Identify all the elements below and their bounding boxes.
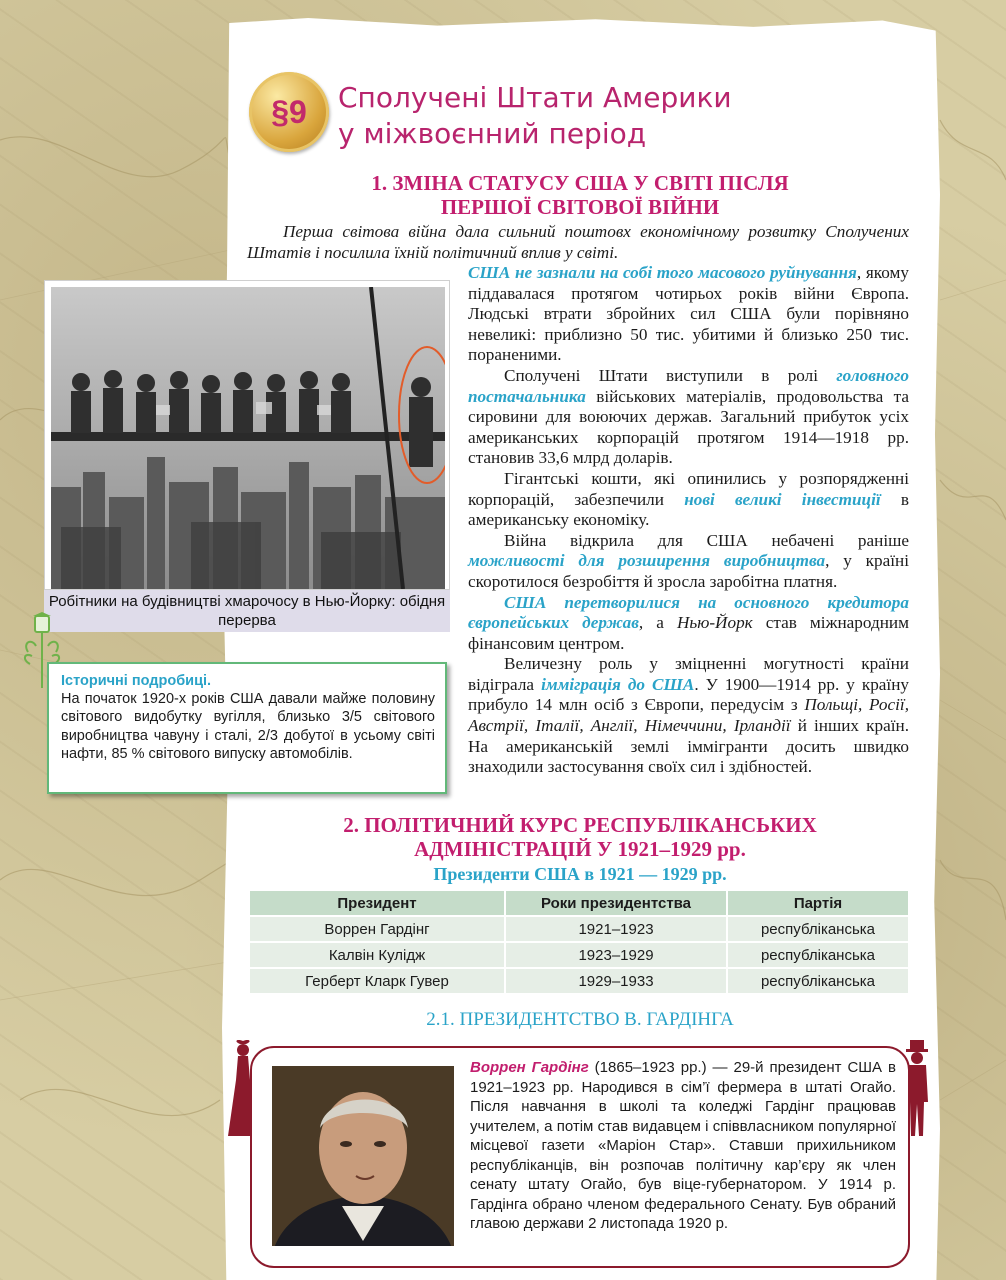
p2-text-b: військових матеріалів, продовольства та сировини для воюючих держав. Загальний прибуток усіх американських корпорацій протягом 1914—1918 рр. становив 33,6 млрд доларів. xyxy=(468,386,909,468)
table-title: Президенти США в 1921 — 1929 рр. xyxy=(433,864,727,884)
p5-highlight: США перетворилися на основного кредитора європейських держав xyxy=(468,592,909,633)
p6-italic: Польщі, Росії, Австрії, Італії, Англії, Німеччини, Ірландії xyxy=(468,695,910,736)
cell-president: Калвін Кулідж xyxy=(249,942,505,968)
cell-president: Герберт Кларк Гувер xyxy=(249,968,505,994)
section1-intro xyxy=(247,222,909,263)
p2-highlight: головного постачальника xyxy=(468,365,909,406)
biography-text xyxy=(470,1058,896,1234)
info-box-text: На початок 1920-х років США давали майже половину світового видобутку вугілля, близько 3/5 світового виробництва чавуну і сталі, 2/3 добутої в усьому світі нафти, 85 % світового випуску автомобілів. xyxy=(61,691,435,762)
section2-heading-line1: 2. ПОЛІТИЧНИЙ КУРС РЕСПУБЛІКАНСЬКИХ xyxy=(343,813,817,837)
intro-text: Перша світова війна дала сильний поштовх економічному розвитку Сполучених Штатів і посилила їхній політичний вплив у світі. xyxy=(247,222,909,262)
header-president: Президент xyxy=(249,890,505,916)
presidents-table xyxy=(248,889,910,995)
photo-frame xyxy=(44,280,450,590)
chapter-title xyxy=(338,80,758,152)
skyscraper-workers-photo xyxy=(51,287,445,589)
section2-heading xyxy=(300,813,860,861)
paragraph-number: §9 xyxy=(271,93,307,130)
p4-highlight: можливості для розширення виробництва xyxy=(468,551,826,571)
p4-text-b: , у країні скоротилося безробіття й зросла заробітна платня. xyxy=(468,551,909,591)
p3-highlight: нові великі інвестиції xyxy=(684,489,881,509)
cell-president: Воррен Гардінг xyxy=(249,916,505,942)
cell-years: 1929–1933 xyxy=(505,968,727,994)
p5-text-b: став міжнародним фінансовим центром. xyxy=(468,613,909,653)
info-box-title: Історичні подробиці. xyxy=(61,673,212,689)
section1-heading xyxy=(300,171,860,219)
p1-text: , якому піддавалася протягом чотирьох років війни Європа. Людські втрати збройних сил США були порівняно невеликі: приблизно 50 тис. убитими й близько 250 тис. пораненими. xyxy=(468,263,909,365)
table-row xyxy=(249,942,909,968)
historical-details-box xyxy=(47,662,447,794)
p5-text-a: , а xyxy=(638,613,677,633)
section1-heading-line1: 1. ЗМІНА СТАТУСУ США У СВІТІ ПІСЛЯ xyxy=(371,171,789,195)
bio-body: (1865–1923 рр.) — 29-й президент США в 1921–1923 рр. Народився в сім’ї фермера в штаті Огайо. Після навчання в школі та коледжі Гардінг працював учителем, а потім став видавцем і співвласником популярної місцевої газети «Маріон Стар». Ставши прихильником республіканців, він розпочав політичну кар’єру як член сенату штату Огайо, був віце-губернатором. У 1914 р. Гардінга обрано членом федерального Сенату. Був обраний главою держави 2 листопада 1920 р. xyxy=(470,1059,896,1232)
header-party: Партія xyxy=(727,890,909,916)
table-row xyxy=(249,968,909,994)
p6-highlight: імміграція до США xyxy=(541,674,695,694)
subsection-heading: 2.1. ПРЕЗИДЕНТСТВО В. ГАРДІНГА xyxy=(426,1009,734,1030)
chapter-title-line1: Сполучені Штати Америки xyxy=(338,81,732,114)
cell-party: республіканська xyxy=(727,968,909,994)
bio-name: Воррен Гардінг xyxy=(470,1059,589,1076)
section2-heading-line2: АДМІНІСТРАЦІЙ У 1921–1929 рр. xyxy=(414,837,746,861)
table-row xyxy=(249,916,909,942)
photo-caption: Робітники на будівництві хмарочосу в Нью-Йорку: обідня перерва xyxy=(44,590,450,632)
header-years: Роки президентства xyxy=(505,890,727,916)
p6-text-b: . У 1900—1914 рр. у країну прибуло 14 млн осіб з Європи, передусім з xyxy=(468,674,909,715)
p1-highlight: США не зазнали на собі того масового руйнування xyxy=(468,263,857,282)
section1-heading-line2: ПЕРШОЇ СВІТОВОЇ ВІЙНИ xyxy=(440,195,720,219)
p5-italic: Нью-Йорк xyxy=(676,613,753,633)
p3-text-a: Гігантські кошти, які опинились у розпорядженні корпорацій, забезпечили xyxy=(468,468,909,509)
cell-party: республіканська xyxy=(727,916,909,942)
cell-years: 1923–1929 xyxy=(505,942,727,968)
section1-body xyxy=(468,263,909,778)
cell-years: 1921–1923 xyxy=(505,916,727,942)
p2-text-a: Сполучені Штати виступили в ролі xyxy=(504,365,837,385)
harding-portrait xyxy=(272,1066,454,1246)
chapter-title-line2: у міжвоєнний період xyxy=(338,117,647,150)
paragraph-badge xyxy=(249,72,329,152)
p6-text-a: Величезну роль у зміцненні могутності країни відіграла xyxy=(468,654,909,694)
table-header-row xyxy=(249,890,909,916)
cell-party: республіканська xyxy=(727,942,909,968)
p6-text-c: й інших країн. На американській землі іммігранти досить швидко знаходили застосування своїх сил і здібностей. xyxy=(468,716,909,777)
p3-text-b: в американську економіку. xyxy=(468,489,910,530)
p4-text-a: Війна відкрила для США небачені раніше xyxy=(504,530,909,550)
